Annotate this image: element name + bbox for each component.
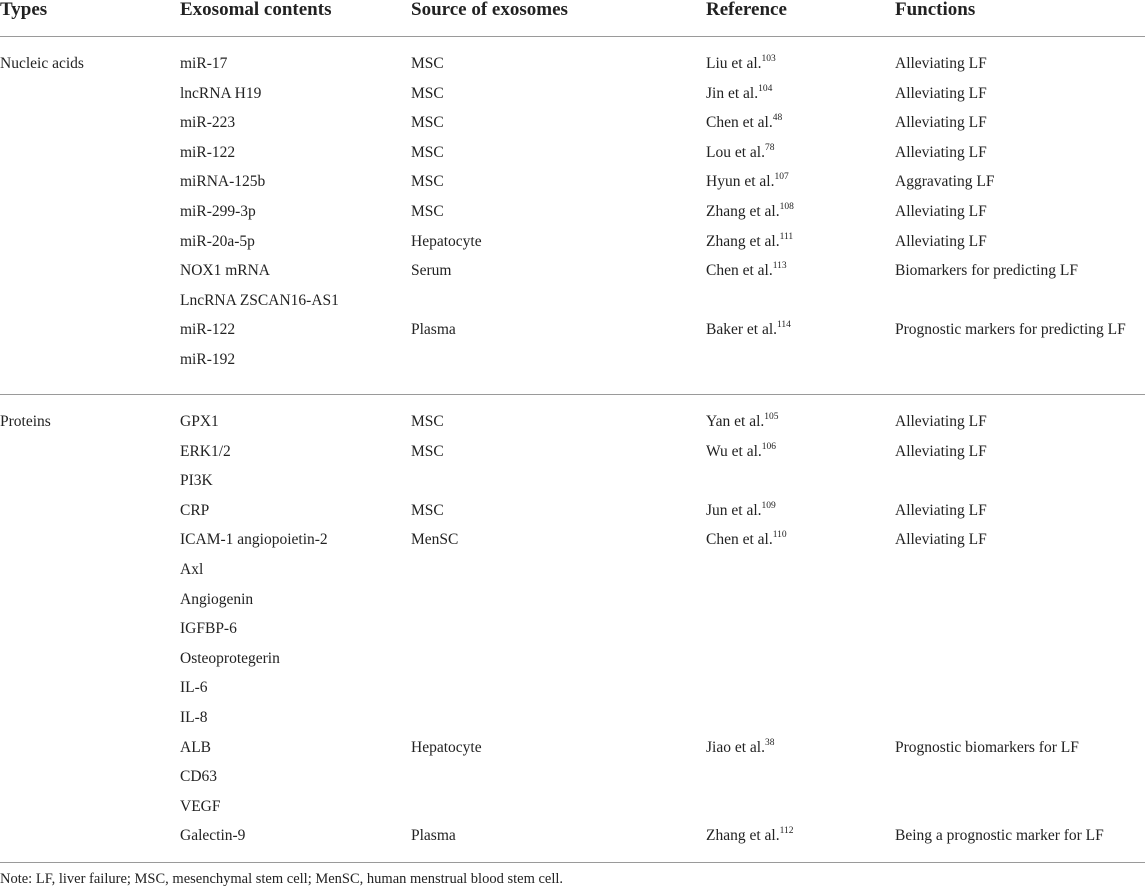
table-row <box>0 762 1145 791</box>
table-row <box>0 167 1145 196</box>
header-rule <box>0 36 1145 37</box>
cell-reference <box>706 525 787 554</box>
cell-content: ICAM-1 angiopoietin-2 <box>180 531 328 549</box>
reference-number: 106 <box>761 441 777 452</box>
cell-reference <box>706 407 779 436</box>
reference-number: 38 <box>764 737 775 748</box>
cell-type: Proteins <box>0 413 51 430</box>
reference-number: 108 <box>779 202 794 212</box>
table-row <box>0 138 1145 167</box>
table-row <box>0 496 1145 525</box>
cell-function: Alleviating LF <box>895 501 987 519</box>
cell-content: miR-122 <box>180 143 236 161</box>
table-row <box>0 256 1145 285</box>
cell-reference <box>706 256 787 285</box>
reference-number: 113 <box>772 261 787 272</box>
reference-number: 110 <box>772 530 787 541</box>
table-row <box>0 286 1145 315</box>
cell-function: Alleviating LF <box>895 55 987 72</box>
table-row <box>0 407 1145 436</box>
cell-function: Alleviating LF <box>895 143 987 161</box>
reference-author: Wu et al. <box>706 442 762 460</box>
table-row <box>0 49 1145 78</box>
header-types: Types <box>0 0 48 20</box>
cell-source: MSC <box>411 413 444 430</box>
header-source-of-exosomes: Source of exosomes <box>411 0 568 20</box>
table-row <box>0 792 1145 821</box>
cell-function: Prognostic biomarkers for LF <box>895 738 1079 756</box>
table-bottom-rule <box>0 862 1145 863</box>
cell-source: Hepatocyte <box>411 232 482 250</box>
cell-source: MenSC <box>411 531 459 549</box>
cell-reference <box>706 79 772 108</box>
reference-author: Zhang et al. <box>706 827 780 845</box>
cell-content: Axl <box>180 561 204 578</box>
reference-number: 112 <box>779 826 794 837</box>
table-row <box>0 525 1145 554</box>
cell-source: MSC <box>411 442 444 460</box>
reference-number: 105 <box>764 412 779 422</box>
cell-reference <box>706 197 794 226</box>
cell-function: Prognostic markers for predicting LF <box>895 321 1126 339</box>
reference-author: Liu et al. <box>706 55 762 72</box>
cell-source: MSC <box>411 55 444 72</box>
reference-number: 109 <box>761 500 776 511</box>
cell-source: Serum <box>411 262 452 280</box>
cell-content: LncRNA ZSCAN16-AS1 <box>180 291 339 309</box>
reference-number: 111 <box>779 231 794 242</box>
cell-function: Aggravating LF <box>895 173 995 191</box>
reference-number: 103 <box>761 54 776 64</box>
cell-content: IGFBP-6 <box>180 620 237 638</box>
cell-function: Alleviating LF <box>895 531 987 549</box>
group-divider-rule <box>0 394 1145 395</box>
cell-source: MSC <box>411 143 444 161</box>
cell-content: NOX1 mRNA <box>180 262 270 280</box>
cell-content: miR-122 <box>180 321 236 339</box>
cell-reference <box>706 227 793 256</box>
cell-content: miR-299-3p <box>180 203 256 220</box>
table-row <box>0 466 1145 495</box>
cell-reference <box>706 315 791 344</box>
reference-author: Chen et al. <box>706 531 773 549</box>
reference-number: 114 <box>777 320 791 331</box>
table-row <box>0 673 1145 702</box>
reference-author: Lou et al. <box>706 143 765 161</box>
cell-reference <box>706 496 776 525</box>
cell-source: MSC <box>411 84 444 102</box>
cell-content: lncRNA H19 <box>180 84 262 102</box>
cell-source: MSC <box>411 114 444 132</box>
table-row <box>0 703 1145 732</box>
cell-function: Biomarkers for predicting LF <box>895 262 1078 280</box>
reference-number: 104 <box>758 83 773 94</box>
cell-content: CD63 <box>180 768 218 786</box>
cell-content: Osteoprotegerin <box>180 649 280 667</box>
reference-number: 48 <box>772 113 783 124</box>
cell-content: Galectin-9 <box>180 827 246 845</box>
table-row <box>0 614 1145 643</box>
cell-function: Being a prognostic marker for LF <box>895 827 1104 845</box>
cell-reference <box>706 138 774 167</box>
reference-number: 107 <box>774 172 789 183</box>
cell-type: Nucleic acids <box>0 55 84 72</box>
cell-content: VEGF <box>180 797 221 815</box>
cell-content: IL-8 <box>180 709 208 726</box>
table-row <box>0 79 1145 108</box>
reference-author: Chen et al. <box>706 262 773 280</box>
table-header-row <box>0 0 1145 25</box>
reference-author: Jiao et al. <box>706 738 765 756</box>
cell-content: ALB <box>180 738 211 756</box>
reference-author: Chen et al. <box>706 114 773 132</box>
cell-content: miR-20a-5p <box>180 232 255 250</box>
header-exosomal-contents: Exosomal contents <box>180 0 332 20</box>
cell-content: miR-17 <box>180 55 228 72</box>
cell-reference <box>706 821 794 850</box>
cell-source: MSC <box>411 173 444 191</box>
table-row <box>0 555 1145 584</box>
cell-reference <box>706 733 774 762</box>
reference-author: Zhang et al. <box>706 203 780 220</box>
cell-content: PI3K <box>180 472 213 490</box>
table-row <box>0 345 1145 374</box>
table-row <box>0 644 1145 673</box>
table-note: Note: LF, liver failure; MSC, mesenchymal stem cell; MenSC, human menstrual blood stem cell. <box>0 871 564 887</box>
cell-content: miRNA-125b <box>180 173 266 191</box>
table-row <box>0 437 1145 466</box>
cell-reference <box>706 437 776 466</box>
table-row <box>0 108 1145 137</box>
cell-source: Plasma <box>411 827 456 845</box>
reference-author: Yan et al. <box>706 413 765 430</box>
cell-function: Alleviating LF <box>895 84 987 102</box>
reference-author: Hyun et al. <box>706 173 775 191</box>
table-row <box>0 585 1145 614</box>
cell-content: ERK1/2 <box>180 442 231 460</box>
cell-content: GPX1 <box>180 413 219 430</box>
table-row <box>0 315 1145 344</box>
cell-source: Plasma <box>411 321 456 339</box>
cell-function: Alleviating LF <box>895 442 987 460</box>
cell-reference <box>706 49 776 78</box>
cell-reference <box>706 167 789 196</box>
cell-content: miR-223 <box>180 114 236 132</box>
table-row <box>0 821 1145 850</box>
reference-number: 78 <box>764 142 775 153</box>
cell-function: Alleviating LF <box>895 413 987 430</box>
reference-author: Baker et al. <box>706 321 778 339</box>
reference-author: Zhang et al. <box>706 232 780 250</box>
table-row <box>0 227 1145 256</box>
cell-content: IL-6 <box>180 679 208 697</box>
cell-source: Hepatocyte <box>411 738 482 756</box>
cell-content: CRP <box>180 501 210 519</box>
reference-author: Jin et al. <box>706 84 759 102</box>
cell-content: miR-192 <box>180 351 236 368</box>
table-row <box>0 733 1145 762</box>
cell-function: Alleviating LF <box>895 232 987 250</box>
header-functions: Functions <box>895 0 976 20</box>
table-row <box>0 197 1145 226</box>
cell-function: Alleviating LF <box>895 203 987 220</box>
cell-reference <box>706 108 782 137</box>
cell-source: MSC <box>411 203 444 220</box>
cell-content: Angiogenin <box>180 590 254 608</box>
cell-function: Alleviating LF <box>895 114 987 132</box>
header-reference: Reference <box>706 0 787 20</box>
reference-author: Jun et al. <box>706 501 762 519</box>
cell-source: MSC <box>411 501 444 519</box>
